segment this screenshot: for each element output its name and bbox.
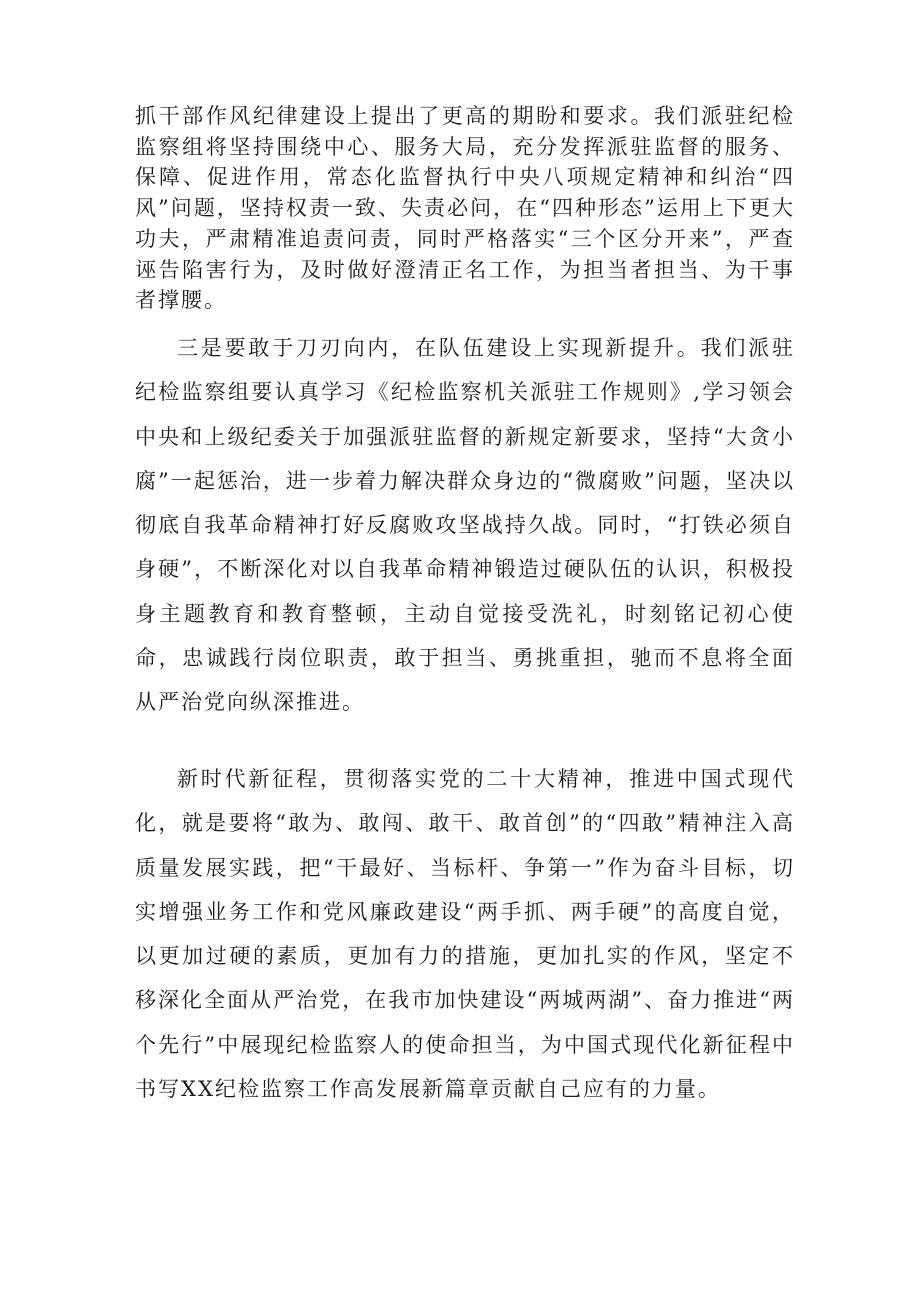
paragraph-2: 三是要敢于刀刃向内，在队伍建设上实现新提升。我们派驻纪检监察组要认真学习《纪检监察机关派驻工作规则》,学习领会中央和上级纪委关于加强派驻监督的新规定新要求，坚持“大贪小腐”一起惩治，进一步着力解决群众身边的“微腐败”问题，坚决以彻底自我革命精神打好反腐败攻坚战持久战。同时，“打铁必须自身硬”，不断深化对以自我革命精神锻造过硬队伍的认识，积极投身主题教育和教育整顿，主动自觉接受洗礼，时刻铭记初心使命，忠诚践行岗位职责，敢于担当、勇挑重担，驰而不息将全面从严治党向纵深推进。	[135, 336, 795, 715]
paragraph-1: 抓干部作风纪律建设上提出了更高的期盼和要求。我们派驻纪检监察组将坚持围绕中心、服务大局，充分发挥派驻监督的服务、保障、促进作用，常态化监督执行中央八项规定精神和纠治“四风”问题，坚持权责一致、失责必问，在“四种形态”运用上下更大功夫，严肃精准追责问责，同时严格落实“三个区分开来”，严查诬告陷害行为，及时做好澄清正名工作，为担当者担当、为干事者撑腰。	[135, 104, 795, 313]
paragraph-3: 新时代新征程，贯彻落实党的二十大精神，推进中国式现代化，就是要将“敢为、敢闯、敢干、敢首创”的“四敢”精神注入高质量发展实践，把“干最好、当标杆、争第一”作为奋斗目标，切实增强业务工作和党风廉政建设“两手抓、两手硬”的高度自觉，以更加过硬的素质，更加有力的措施，更加扎实的作风，坚定不移深化全面从严治党，在我市加快建设“两城两湖”、奋力推进“两个先行”中展现纪检监察人的使命担当，为中国式现代化新征程中书写XX纪检监察工作高发展新篇章贡献自己应有的力量。	[135, 767, 795, 1102]
